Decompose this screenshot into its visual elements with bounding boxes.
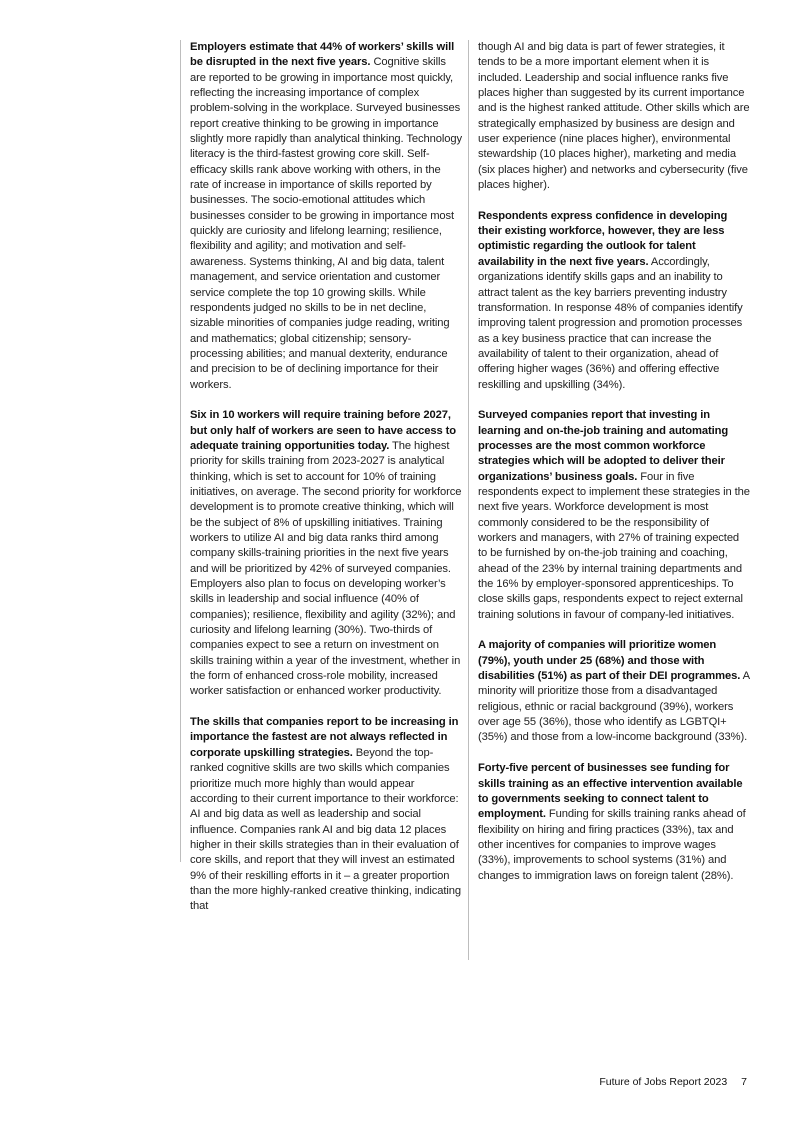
left-column [190, 40, 462, 930]
paragraph-talent-outlook [478, 209, 750, 393]
paragraph-government-funding [478, 761, 750, 884]
paragraph-upskilling-strategies [190, 715, 462, 914]
paragraph-body: Accordingly, organizations identify skills gaps and an inability to attract talent as the key barriers preventing industry transformation. In response 48% of companies identify improving talent progression and promotion processes as a key business practice that can increase the availability of talent to their organization, ahead of offering higher wages (36%) and offering effective reskilling and upskilling (34%). [478, 255, 743, 391]
paragraph-lead: A majority of companies will prioritize women (79%), youth under 25 (68%) and those with disabilities (51%) as part of their DEI programmes. [478, 639, 741, 683]
column-divider-rule [468, 40, 469, 960]
paragraph-lead: Surveyed companies report that investing in learning and on-the-job training and automating processes are the most common workforce strategies which will be adopted to deliver their organizations’ business goals. [478, 409, 729, 483]
report-title: Future of Jobs Report 2023 [599, 1076, 728, 1088]
paragraph-dei-priorities [478, 638, 750, 745]
paragraph-body: Four in five respondents expect to implement these strategies in the next five years. Workforce development is most commonly considered to be the responsibility of workers and managers, with 27% of training expected to be furnished by on-the-job training and coaching, ahead of the 23% by internal training departments and the 16% by employer-sponsored apprenticeships. To close skills gaps, respondents expect to reject external training solutions in favour of company-led initiatives. [478, 470, 750, 621]
paragraph-workforce-strategies [478, 408, 750, 623]
paragraph-body: A minority will prioritize those from a disadvantaged religious, ethnic or racial background (39%), workers over age 55 (36%), those who identify as LGBTQI+ (35%) and those from a low-income background (33%). [478, 670, 750, 744]
paragraph-lead: Six in 10 workers will require training before 2027, but only half of workers are seen to have access to adequate training opportunities today. [190, 409, 456, 452]
paragraph-lead: The skills that companies report to be increasing in importance the fastest are not always reflected in corporate upskilling strategies. [190, 716, 459, 759]
paragraph-lead: Forty-five percent of businesses see funding for skills training as an effective intervention available to governments seeking to connect talent to employment. [478, 762, 743, 821]
paragraph-body: Cognitive skills are reported to be growing in importance most quickly, reflecting the increasing importance of complex problem-solving in the workplace. Surveyed businesses report creative thinking to be growing in importance slightly more rapidly than analytical thinking. Technology literacy is the third-fastest growing core skill. Self-efficacy skills rank above working with others, in the rate of increase in importance of skills reported by businesses. The socio-emotional attitudes which businesses consider to be growing in importance most quickly are curiosity and lifelong learning; resilience, flexibility and agility; and motivation and self-awareness. Systems thinking, AI and big data, talent management, and service orientation and customer service complete the top 10 growing skills. While respondents judged no skills to be in net decline, sizable minorities of companies judge reading, writing and mathematics; global citizenship; sensory-processing abilities; and manual dexterity, endurance and precision to be of declining importance for their workers. [190, 56, 462, 391]
paragraph-body: Funding for skills training ranks ahead of flexibility on hiring and firing practices (33%), tax and other incentives for companies to improve wages (33%), improvements to school systems (31%) and changes to immigration laws on foreign talent (28%). [478, 808, 746, 882]
left-margin-rule [180, 40, 181, 862]
paragraph-lead: Respondents express confidence in developing their existing workforce, however, they are less optimistic regarding the outlook for talent availability in the next five years. [478, 209, 728, 268]
paragraph-body: though AI and big data is part of fewer strategies, it tends to be a more important element when it is included. Leadership and social influence ranks five places higher than suggested by its current importance and is the highest ranked attitude. Other skills which are strategically emphasized by business are design and user experience (nine places higher), environmental stewardship (10 places higher), marketing and media (six places higher) and networks and cybersecurity (five places higher). [478, 41, 750, 192]
paragraph-lead: Employers estimate that 44% of workers’ skills will be disrupted in the next five years. [190, 41, 455, 69]
paragraph-continuation [478, 40, 750, 193]
right-column [478, 40, 750, 899]
page-footer [599, 1076, 747, 1088]
page-number: 7 [741, 1076, 747, 1088]
paragraph-body: The highest priority for skills training from 2023-2027 is analytical thinking, which is set to account for 10% of training initiatives, on average. The second priority for workforce development is to promote creative thinking, which will be the subject of 8% of upskilling initiatives. Training workers to utilize AI and big data ranks third among company skills-training priorities in the next five years and will be prioritized by 42% of surveyed companies. Employers also plan to focus on developing worker’s skills in leadership and social influence (40% of companies); resilience, flexibility and agility (32%); and curiosity and lifelong learning (30%). Two-thirds of companies expect to see a return on investment on skills training within a year of the investment, whether in the form of enhanced cross-role mobility, increased worker satisfaction or enhanced worker productivity. [190, 439, 462, 698]
paragraph-body: Beyond the top-ranked cognitive skills are two skills which companies prioritize much more highly than would appear according to their current importance to their workforce: AI and big data as well as leadership and social influence. Companies rank AI and big data 12 places higher in their skills strategies than in their evaluation of core skills, and report that they will invest an estimated 9% of their reskilling efforts in it – a greater proportion than the more highly-ranked creative thinking, indicating that [190, 746, 462, 913]
paragraph-training-needs [190, 408, 462, 700]
paragraph-skills-disruption [190, 40, 462, 393]
